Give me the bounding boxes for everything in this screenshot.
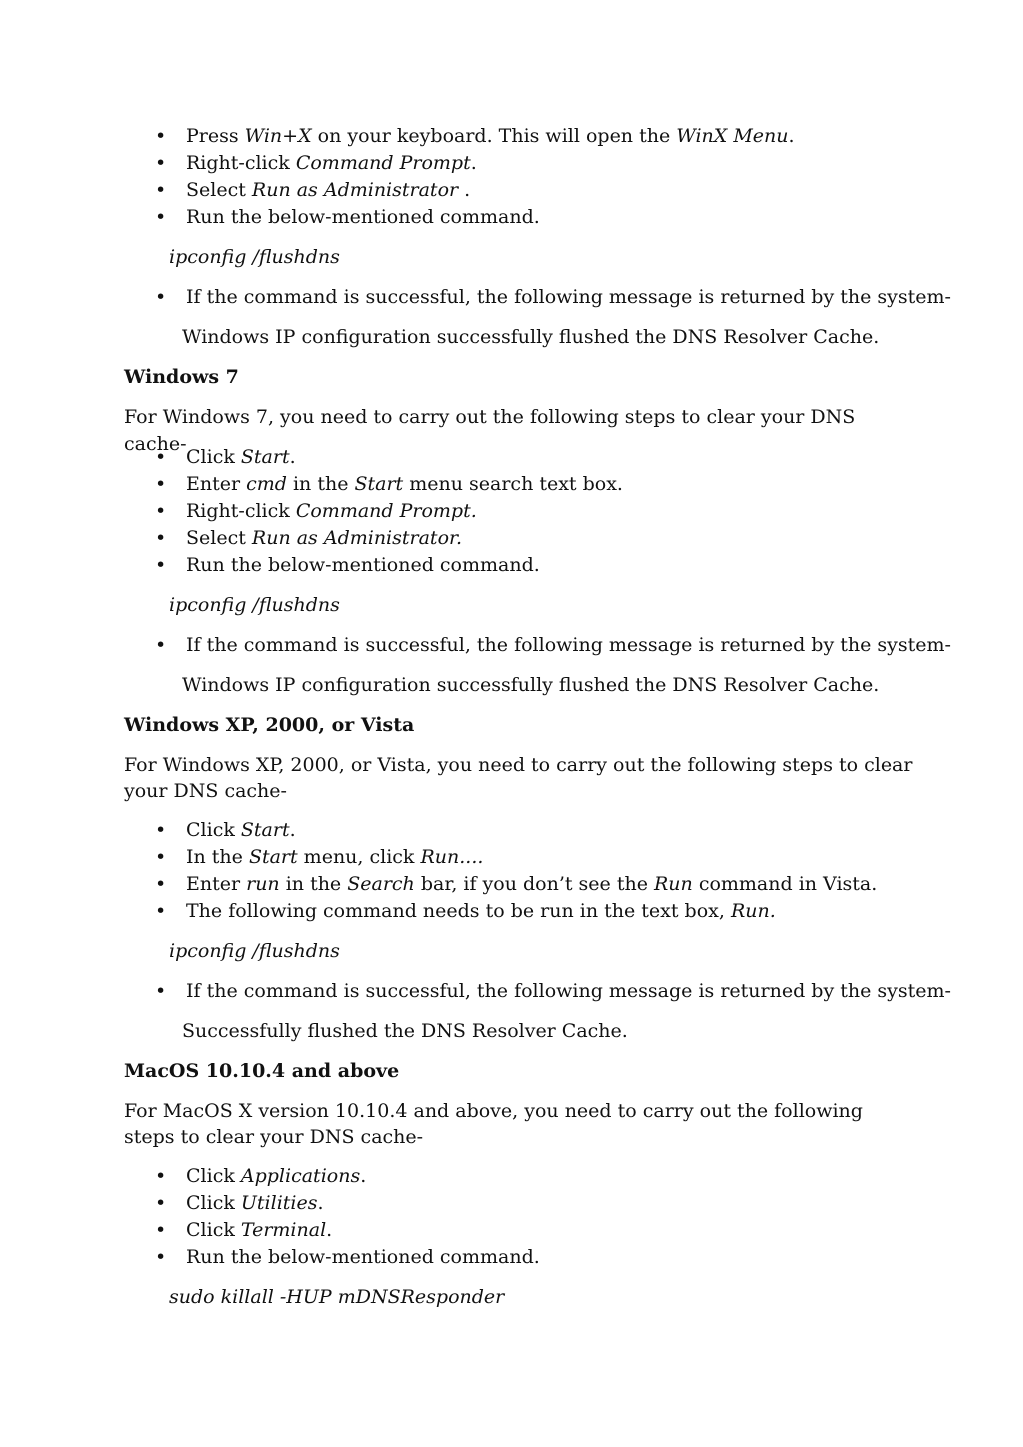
- macos-steps-list: [124, 1163, 914, 1271]
- section-intro: For MacOS X version 10.10.4 and above, you need to carry out the following steps to clear your DNS cache-: [124, 1100, 863, 1148]
- list-item: • Enter cmd in the Start menu search text box.: [124, 471, 914, 498]
- section-heading-windows-xp: Windows XP, 2000, or Vista: [124, 714, 415, 736]
- document-page: [124, 123, 951, 1324]
- win10-steps-list: [124, 123, 914, 231]
- success-list: [124, 632, 951, 659]
- list-item: • Click Start.: [124, 817, 914, 844]
- list-item: • Right-click Command Prompt.: [124, 498, 914, 525]
- list-item: • Click Terminal.: [124, 1217, 914, 1244]
- list-item: • Run the below-mentioned command.: [124, 552, 914, 579]
- list-item: • In the Start menu, click Run....: [124, 844, 914, 871]
- list-item: • Press Win+X on your keyboard. This will open the WinX Menu.: [124, 123, 914, 150]
- command-text: ipconfig /flushdns: [169, 940, 340, 962]
- winxp-steps-list: [124, 817, 914, 925]
- success-list: [124, 978, 951, 1005]
- list-item: • Click Utilities.: [124, 1190, 914, 1217]
- section-heading-macos: MacOS 10.10.4 and above: [124, 1060, 400, 1082]
- section-heading-windows-7: Windows 7: [124, 366, 239, 388]
- win7-steps-list: [124, 444, 914, 579]
- section-intro: For Windows 7, you need to carry out the following steps to clear your DNS cache-: [124, 406, 856, 455]
- list-item: • Select Run as Administrator.: [124, 525, 914, 552]
- command-text: ipconfig /flushdns: [169, 594, 340, 616]
- list-item: • Click Applications.: [124, 1163, 914, 1190]
- success-message: Windows IP configuration successfully flushed the DNS Resolver Cache.: [182, 326, 880, 348]
- list-item: • If the command is successful, the following message is returned by the system-: [124, 284, 914, 311]
- list-item: • Right-click Command Prompt.: [124, 150, 914, 177]
- list-item: • Click Start.: [124, 444, 914, 471]
- list-item: • Run the below-mentioned command.: [124, 1244, 914, 1271]
- list-item: • The following command needs to be run in the text box, Run.: [124, 898, 914, 925]
- success-message: Windows IP configuration successfully flushed the DNS Resolver Cache.: [182, 674, 880, 696]
- section-intro: For Windows XP, 2000, or Vista, you need to carry out the following steps to clear your DNS cache-: [124, 754, 913, 802]
- command-text: ipconfig /flushdns: [169, 246, 340, 268]
- list-item: • If the command is successful, the following message is returned by the system-: [124, 632, 914, 659]
- success-list: [124, 284, 951, 311]
- list-item: • Enter run in the Search bar, if you don’t see the Run command in Vista.: [124, 871, 914, 898]
- success-message: Successfully flushed the DNS Resolver Cache.: [182, 1020, 628, 1042]
- list-item: • Select Run as Administrator .: [124, 177, 914, 204]
- list-item: • If the command is successful, the following message is returned by the system-: [124, 978, 914, 1005]
- list-item: • Run the below-mentioned command.: [124, 204, 914, 231]
- command-text: sudo killall -HUP mDNSResponder: [169, 1286, 505, 1308]
